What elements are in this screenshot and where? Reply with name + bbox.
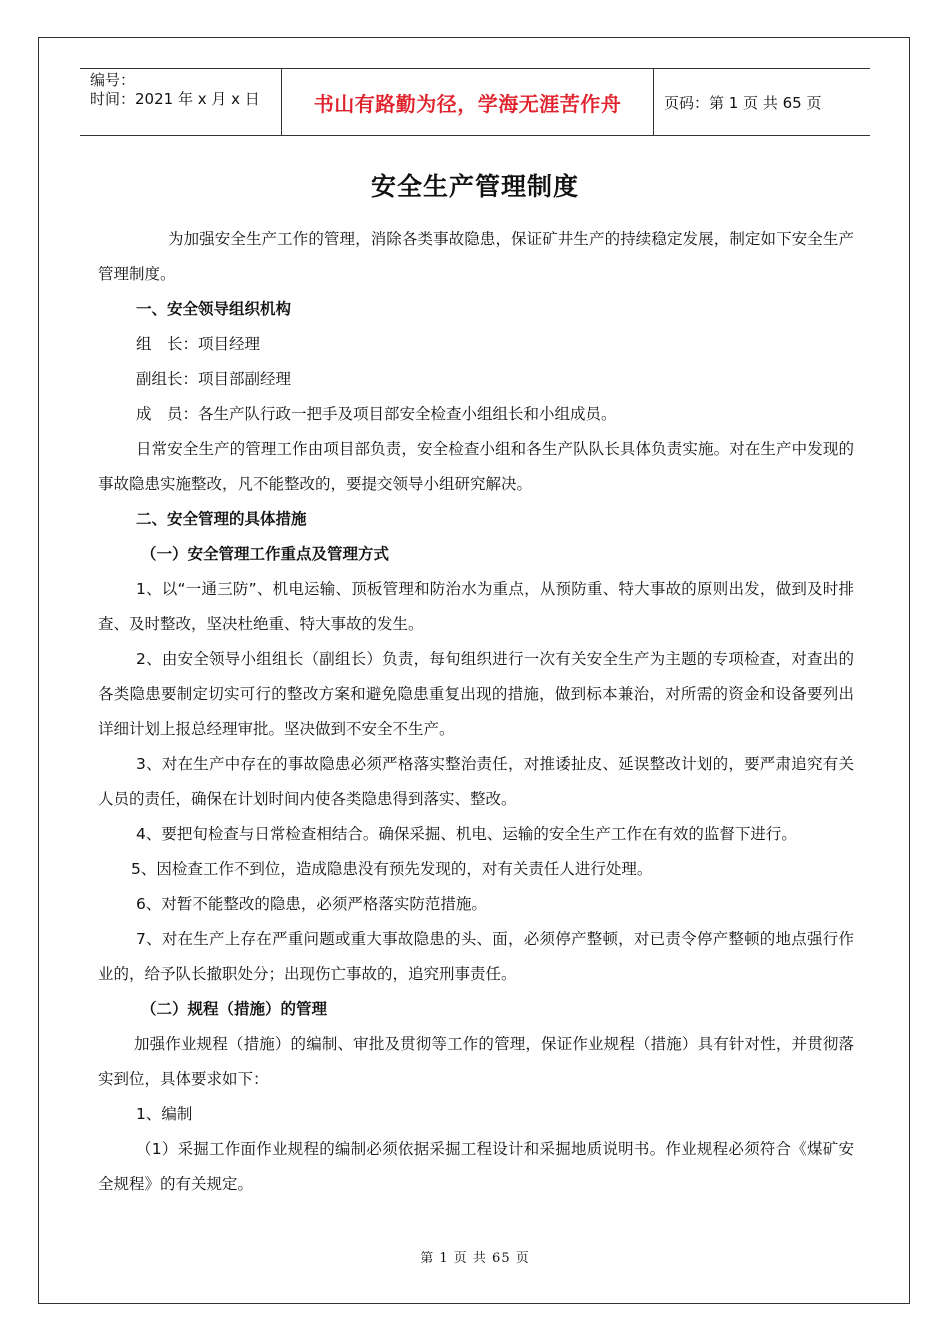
body-paragraph: 加强作业规程（措施）的编制、审批及贯彻等工作的管理，保证作业规程（措施）具有针对性，并贯彻落实到位，具体要求如下：	[98, 1035, 854, 1088]
numbered-item: 5、因检查工作不到位，造成隐患没有预先发现的，对有关责任人进行处理。	[131, 860, 653, 878]
numbered-item: 7、对在生产上存在严重问题或重大事故隐患的头、面，必须停产整顿，对已责令停产整顿的地点强行作业的，给予队长撤职处分；出现伤亡事故的，追究刑事责任。	[98, 930, 854, 983]
document-number-label: 编号：	[90, 71, 136, 89]
document-header	[80, 68, 870, 136]
header-page-info: 页码：第 1 页 共 65 页	[664, 93, 822, 112]
numbered-item: 2、由安全领导小组组长（副组长）负责，每旬组织进行一次有关安全生产为主题的专项检查，对查出的各类隐患要制定切实可行的整改方案和避免隐患重复出现的措施，做到标本兼治，对所需的资金和设备要列出详细计划上报总经理审批。坚决做到不安全不生产。	[98, 650, 854, 738]
header-motto: 书山有路勤为径，学海无涯苦作舟	[282, 69, 654, 135]
list-item: 组 长：项目经理	[136, 335, 261, 353]
page-footer: 第 1 页 共 65 页	[420, 1251, 530, 1266]
section-heading: 二、安全管理的具体措施	[136, 510, 307, 528]
list-item: 副组长：项目部副经理	[136, 370, 292, 388]
numbered-item: 4、要把旬检查与日常检查相结合。确保采掘、机电、运输的安全生产工作在有效的监督下进行。	[136, 825, 797, 843]
intro-paragraph: 为加强安全生产工作的管理，消除各类事故隐患，保证矿井生产的持续稳定发展，制定如下安全生产管理制度。	[98, 230, 854, 283]
numbered-item: 6、对暂不能整改的隐患，必须严格落实防范措施。	[136, 895, 487, 913]
numbered-item: （1）采掘工作面作业规程的编制必须依据采掘工程设计和采掘地质说明书。作业规程必须符合《煤矿安全规程》的有关规定。	[98, 1140, 854, 1193]
body-paragraph: 日常安全生产的管理工作由项目部负责，安全检查小组和各生产队队长具体负责实施。对在生产中发现的事故隐患实施整改，凡不能整改的，要提交领导小组研究解决。	[98, 440, 854, 493]
header-meta	[80, 69, 282, 135]
list-item: 成 员：各生产队行政一把手及项目部安全检查小组组长和小组成员。	[136, 405, 617, 423]
numbered-item: 1、以“一通三防”、机电运输、顶板管理和防治水为重点，从预防重、特大事故的原则出发，做到及时排查、及时整改，坚决杜绝重、特大事故的发生。	[98, 580, 854, 633]
document-title: 安全生产管理制度	[370, 172, 579, 201]
section-heading: 一、安全领导组织机构	[136, 300, 292, 318]
document-date-label: 时间：2021 年 x 月 x 日	[90, 90, 260, 108]
subsection-heading: （一）安全管理工作重点及管理方式	[141, 545, 390, 563]
list-item: 1、编制	[136, 1105, 193, 1123]
numbered-item: 3、对在生产中存在的事故隐患必须严格落实整治责任，对推诿扯皮、延误整改计划的，要严肃追究有关人员的责任，确保在计划时间内使各类隐患得到落实、整改。	[98, 755, 854, 808]
document-body	[98, 222, 854, 1202]
subsection-heading: （二）规程（措施）的管理	[141, 1000, 328, 1018]
